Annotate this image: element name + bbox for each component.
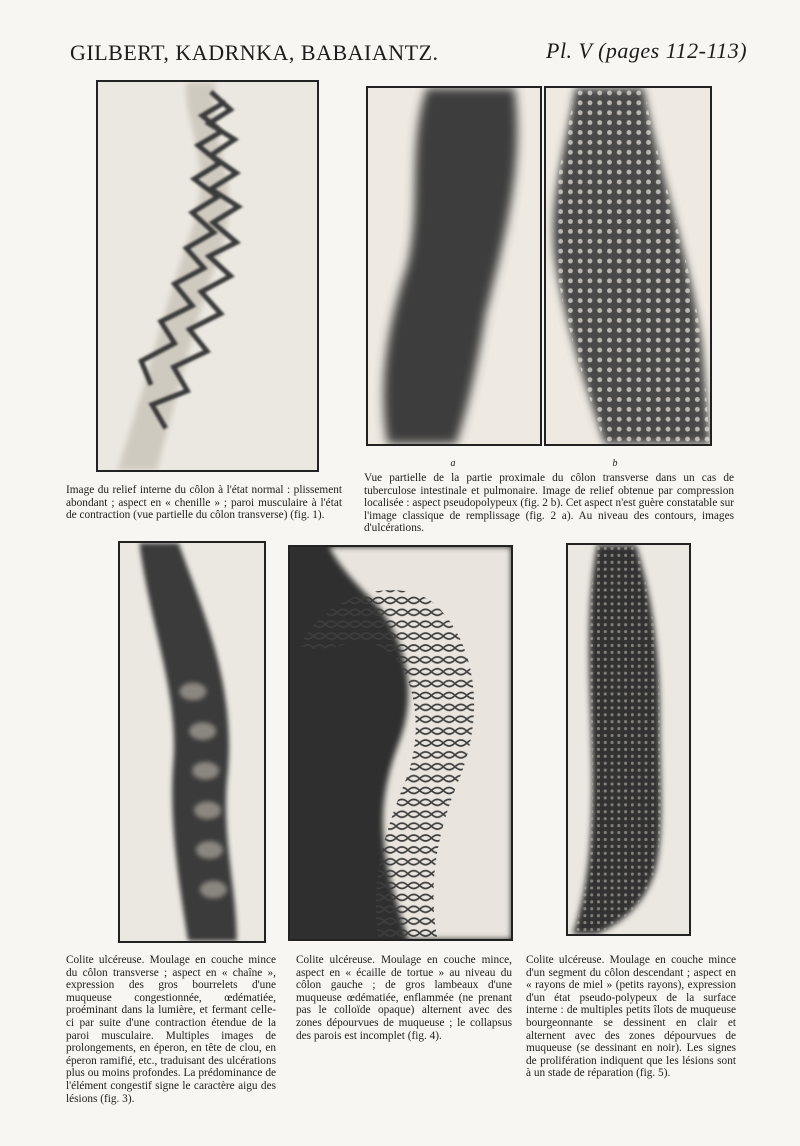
figure-2a-label: a	[450, 458, 456, 469]
figure-5-caption: Colite ulcéreuse. Moulage en couche mince d'un segment du côlon descendant ; aspect en « rayons de miel » (petits rayons), expression d'un état pseudo-polypeux de la surface interne : de multiples petits îlots de muqueuse bourgeonnante se dessinent en clair et alternent avec des zones dépourvues de muqueuse (se dessinant en noir). Les signes de prolifération indiquent que les lésions sont à un stade de réparation (fig. 5).	[526, 954, 736, 1080]
figure-2a-photo	[366, 86, 542, 446]
figure-4-photo	[288, 545, 513, 941]
figure-2b-label: b	[612, 458, 618, 469]
figure-3-photo	[118, 541, 266, 943]
figure-2b-photo	[544, 86, 712, 446]
figure-2-caption: Vue partielle de la partie proximale du côlon transverse dans un cas de tuberculose intestinale et pulmonaire. Image de relief obtenue par compression localisée : aspect pseudopolypeux (fig. 2 b). Cet aspect n'est guère constatable sur l'image classique de remplissage (fig. 2 a). Au niveau des contours, images d'ulcérations.	[364, 472, 734, 535]
plate-number: Pl. V (pages 112-113)	[546, 38, 748, 63]
figure-1-caption: Image du relief interne du côlon à l'état normal : plissement abondant ; aspect en « chenille » ; paroi musculaire à l'état de contraction (vue partielle du côlon transverse) (fig. 1).	[66, 484, 342, 522]
plate-authors: GILBERT, KADRNKA, BABAIANTZ.	[70, 40, 439, 65]
figure-1-photo	[96, 80, 319, 472]
figure-4-caption: Colite ulcéreuse. Moulage en couche mince, aspect en « écaille de tortue » au niveau du côlon gauche ; de gros lambeaux d'une muqueuse œdématiée, enflammée (ne prenant pas le colloïde opaque) alternent avec des zones dépourvues de muqueuse ; le collapsus des parois est incomplet (fig. 4).	[296, 954, 512, 1042]
figure-5-photo	[566, 543, 691, 936]
figure-3-caption: Colite ulcéreuse. Moulage en couche mince du côlon transverse ; aspect en « chaîne », expression des gros bourrelets d'une muqueuse congestionnée, œdématiée, proéminant dans la lumière, et fermant celle-ci par suite d'une contraction étendue de la paroi musculaire. Multiples images de prolongements, en éperon, en tête de clou, en éperon ramifié, etc., traduisant des ulcérations plus ou moins profondes. La prédominance de l'élément congestif signe le caractère aigu des lésions (fig. 3).	[66, 954, 276, 1105]
